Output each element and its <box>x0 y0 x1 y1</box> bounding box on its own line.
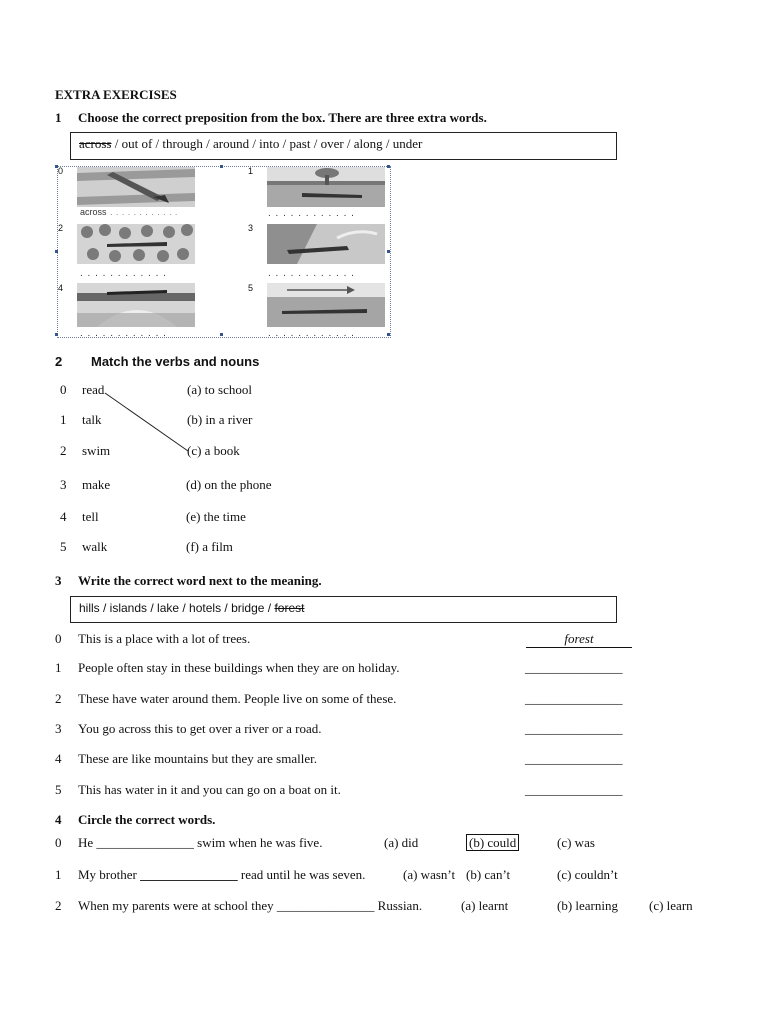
ex4-sentence-start: When my parents were at school they <box>78 898 274 913</box>
ex4-sentence <box>78 898 422 914</box>
ex2-noun: (d) on the phone <box>186 477 272 492</box>
ex3-row-number: 4 <box>55 751 62 766</box>
picture-label: 3 <box>248 223 254 233</box>
answer-dots: . . . . . . . . . . . . <box>268 268 355 279</box>
answer-dots: . . . . . . . . . . . . <box>268 208 355 219</box>
ex2-verb: tell <box>82 509 99 524</box>
ex3-instruction: Write the correct word next to the meaning. <box>78 573 322 588</box>
ex3-meaning: This is a place with a lot of trees. <box>78 631 251 646</box>
ex4-number: 4 <box>55 812 62 827</box>
picture-label: 2 <box>58 223 64 233</box>
ex2-row-number: 0 <box>60 382 67 397</box>
ex2-row-number: 4 <box>60 509 67 524</box>
picture-label: 5 <box>248 283 254 293</box>
ex1-number: 1 <box>55 110 62 125</box>
ex4-blank[interactable]: _______________ <box>276 898 375 913</box>
ex1-example-answer: across <box>80 207 107 217</box>
ex4-option-b[interactable]: (b) can’t <box>466 867 511 882</box>
ex3-meaning: This has water in it and you can go on a boat on it. <box>78 782 341 797</box>
ex4-sentence-start: My brother <box>78 867 137 882</box>
ex4-sentence <box>78 867 365 883</box>
ex3-answer-blank[interactable]: _______________ <box>525 751 623 766</box>
ex4-sentence-end: swim when he was five. <box>197 835 323 850</box>
ex2-noun: (f) a film <box>186 539 233 554</box>
ex4-option-c[interactable]: (c) learn <box>649 898 693 913</box>
ex3-row-number: 3 <box>55 721 62 736</box>
ex3-struck-word: forest <box>274 601 305 615</box>
ex2-row-number: 3 <box>60 477 67 492</box>
ex1-instruction: Choose the correct preposition from the box. There are three extra words. <box>78 110 487 125</box>
picture-label: 0 <box>58 166 64 176</box>
page-title: EXTRA EXERCISES <box>55 87 177 102</box>
ex4-blank[interactable]: _______________ <box>140 867 238 882</box>
ex4-option-c[interactable]: (c) couldn’t <box>557 867 618 882</box>
ex2-verb: swim <box>82 443 111 458</box>
ex2-verb: read <box>82 382 105 397</box>
ex3-example-answer-line <box>526 631 632 648</box>
ex3-row-number: 0 <box>55 631 62 646</box>
answer-dots: . . . . . . . . . . . . <box>80 328 167 339</box>
ex3-number: 3 <box>55 573 62 588</box>
ex4-sentence-end: read until he was seven. <box>240 867 366 882</box>
ex4-row-number: 1 <box>55 867 62 882</box>
ex4-option-a[interactable]: (a) wasn’t <box>403 867 456 882</box>
ex4-instruction: Circle the correct words. <box>78 812 216 827</box>
picture-label: 4 <box>58 283 64 293</box>
ex3-row-number: 5 <box>55 782 62 797</box>
ex4-sentence-end: Russian. <box>377 898 423 913</box>
answer-dots: . . . . . . . . . . . . <box>110 210 179 217</box>
ex2-noun: (c) a book <box>187 443 240 458</box>
ex3-meaning: People often stay in these buildings when they are on holiday. <box>78 660 400 675</box>
ex4-option-b-circled[interactable] <box>466 835 519 851</box>
ex3-row-number: 2 <box>55 691 62 706</box>
ex2-verb: walk <box>82 539 108 554</box>
ex3-word-box-text <box>79 601 304 615</box>
ex4-row-number: 0 <box>55 835 62 850</box>
picture-label: 1 <box>248 166 254 176</box>
ex2-number: 2 <box>55 354 63 369</box>
ex3-row-number: 1 <box>55 660 62 675</box>
ex4-option-a[interactable]: (a) did <box>384 835 419 850</box>
ex4-option-b: (b) could <box>466 834 519 851</box>
answer-dots: . . . . . . . . . . . . <box>268 328 355 339</box>
ex1-struck-word: across <box>79 136 112 151</box>
ex2-row-number: 2 <box>60 443 67 458</box>
ex4-option-a[interactable]: (a) learnt <box>461 898 509 913</box>
ex4-row-number: 2 <box>55 898 62 913</box>
ex3-answer-blank[interactable]: _______________ <box>525 660 623 675</box>
ex2-noun: (a) to school <box>187 382 252 397</box>
ex1-word-list: / out of / through / around / into / past / over / along / under <box>111 136 423 151</box>
ex2-noun: (e) the time <box>186 509 246 524</box>
ex2-verb: make <box>82 477 111 492</box>
ex4-sentence <box>78 835 322 851</box>
ex2-instruction: Match the verbs and nouns <box>91 354 260 369</box>
ex4-blank[interactable]: _______________ <box>96 835 194 850</box>
ex2-verb: talk <box>82 412 102 427</box>
answer-dots: . . . . . . . . . . . . <box>80 268 167 279</box>
ex2-noun: (b) in a river <box>187 412 253 427</box>
ex3-example-answer: forest <box>526 631 632 648</box>
ex3-answer-blank[interactable]: _______________ <box>525 691 623 706</box>
ex2-row-number: 1 <box>60 412 67 427</box>
ex3-meaning: These are like mountains but they are smaller. <box>78 751 317 766</box>
ex3-meaning: These have water around them. People live on some of these. <box>78 691 397 706</box>
ex4-option-b[interactable]: (b) learning <box>557 898 619 913</box>
ex3-answer-blank[interactable]: _______________ <box>525 721 623 736</box>
ex3-word-list: hills / islands / lake / hotels / bridge / <box>79 601 275 615</box>
ex3-word-box <box>70 596 617 623</box>
ex3-meaning: You go across this to get over a river or a road. <box>78 721 322 736</box>
ex4-sentence-start: He <box>78 835 94 850</box>
ex3-answer-blank[interactable]: _______________ <box>525 782 623 797</box>
ex2-row-number: 5 <box>60 539 67 554</box>
ex4-option-c[interactable]: (c) was <box>557 835 595 850</box>
